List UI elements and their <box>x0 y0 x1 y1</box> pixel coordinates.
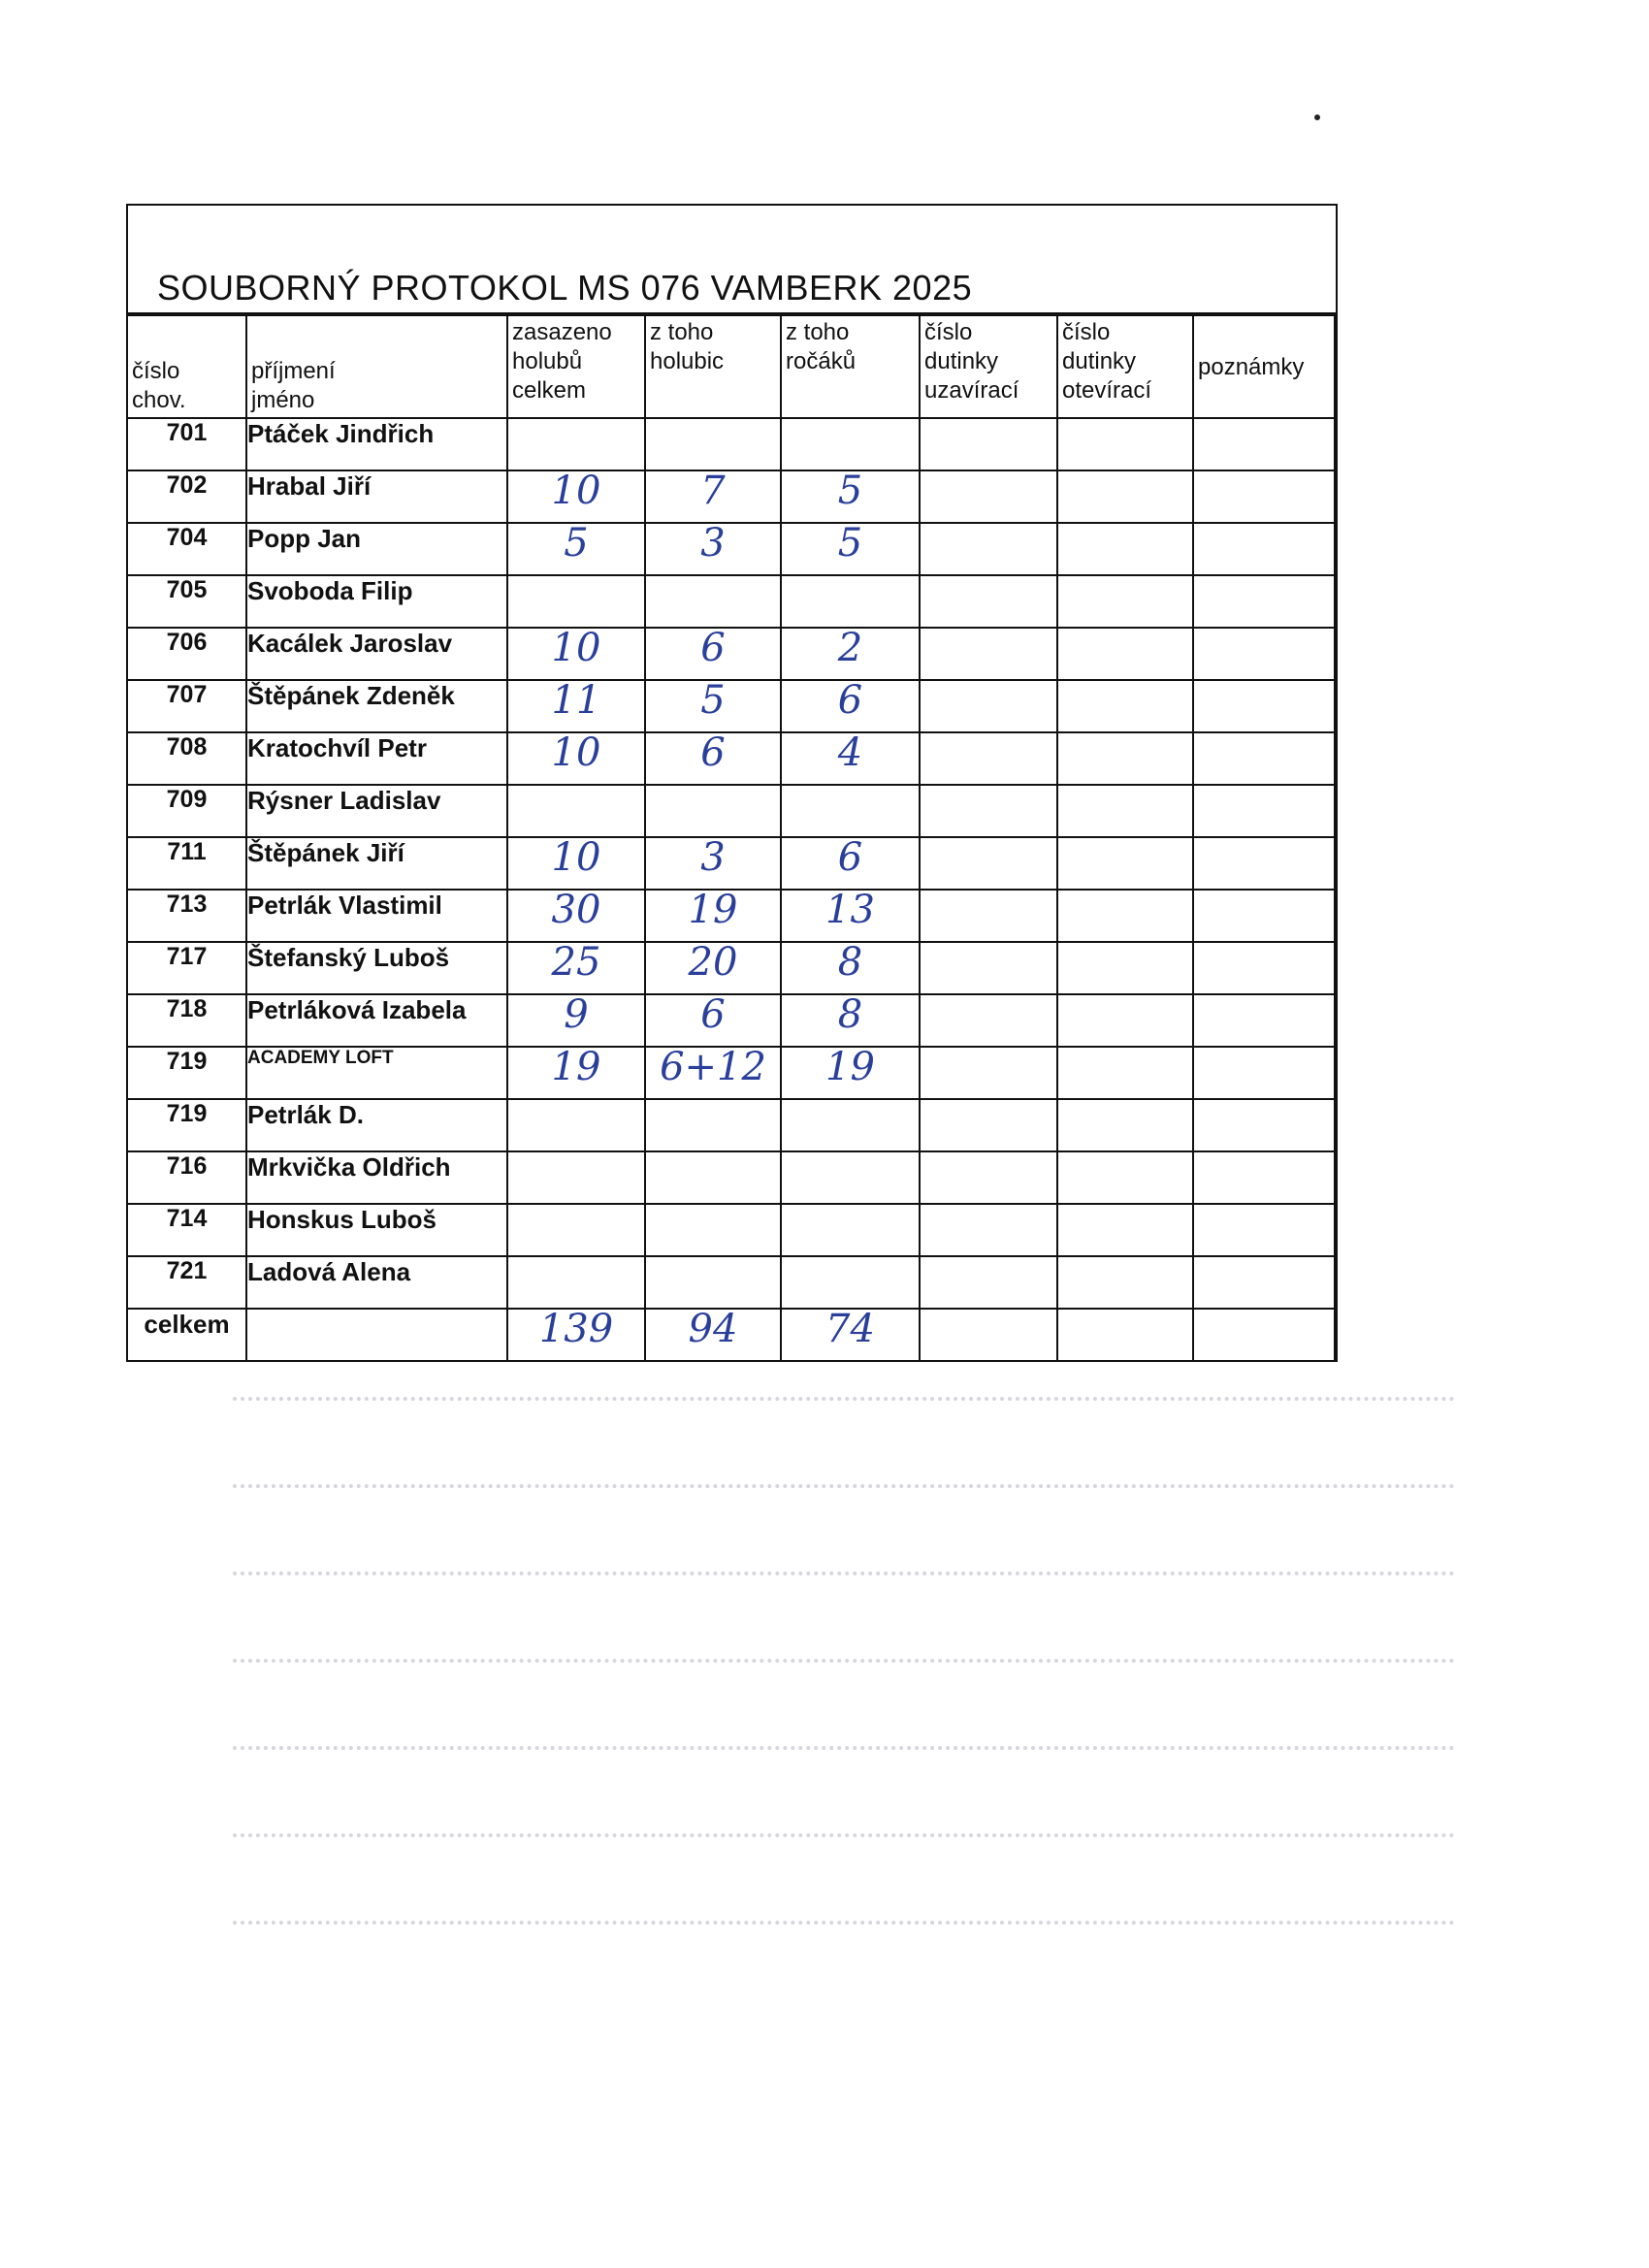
breeder-name: Kacálek Jaroslav <box>246 628 507 680</box>
count-total: 10 <box>507 470 645 523</box>
table-row <box>127 523 1335 575</box>
count-total <box>507 1151 645 1204</box>
count-hens: 6 <box>645 994 781 1047</box>
col-header-holubic: z toho holubic <box>645 315 781 418</box>
total-count: 139 <box>507 1309 645 1361</box>
breeder-number: 702 <box>127 470 246 523</box>
breeder-name: Honskus Luboš <box>246 1204 507 1256</box>
ring-closing <box>920 418 1057 470</box>
count-hens: 6+12 <box>645 1047 781 1099</box>
count-yearlings: 5 <box>781 523 920 575</box>
total-yearlings: 74 <box>781 1309 920 1361</box>
notes <box>1193 1204 1335 1256</box>
notes <box>1193 1047 1335 1099</box>
scan-speck <box>1314 114 1320 120</box>
table-row <box>127 890 1335 942</box>
ring-closing <box>920 1256 1057 1309</box>
ring-opening <box>1057 785 1193 837</box>
count-total <box>507 1204 645 1256</box>
count-total: 19 <box>507 1047 645 1099</box>
breeder-name: Ptáček Jindřich <box>246 418 507 470</box>
notes <box>1193 890 1335 942</box>
ring-closing <box>920 680 1057 732</box>
breeder-name: Štěpánek Jiří <box>246 837 507 890</box>
table-row <box>127 575 1335 628</box>
count-total: 30 <box>507 890 645 942</box>
ring-closing <box>920 837 1057 890</box>
count-hens <box>645 418 781 470</box>
count-hens: 7 <box>645 470 781 523</box>
breeder-number: 719 <box>127 1047 246 1099</box>
protocol-table <box>126 314 1336 1362</box>
count-hens <box>645 1151 781 1204</box>
breeder-number: 706 <box>127 628 246 680</box>
notes <box>1193 837 1335 890</box>
breeder-number: 704 <box>127 523 246 575</box>
count-yearlings: 19 <box>781 1047 920 1099</box>
count-yearlings: 5 <box>781 470 920 523</box>
breeder-name: Petrláková Izabela <box>246 994 507 1047</box>
breeder-number: 717 <box>127 942 246 994</box>
breeder-name: Hrabal Jiří <box>246 470 507 523</box>
count-hens: 3 <box>645 523 781 575</box>
ring-closing <box>920 523 1057 575</box>
count-total <box>507 575 645 628</box>
total-name-empty <box>246 1309 507 1361</box>
count-hens: 3 <box>645 837 781 890</box>
ring-opening <box>1057 732 1193 785</box>
ring-closing <box>920 1047 1057 1099</box>
table-row <box>127 418 1335 470</box>
breeder-number: 718 <box>127 994 246 1047</box>
count-total: 9 <box>507 994 645 1047</box>
count-total: 11 <box>507 680 645 732</box>
col-header-rocaku: z toho ročáků <box>781 315 920 418</box>
notes <box>1193 1256 1335 1309</box>
ring-closing <box>920 1099 1057 1151</box>
notes <box>1193 470 1335 523</box>
ring-closing <box>920 628 1057 680</box>
ring-opening <box>1057 994 1193 1047</box>
count-yearlings: 2 <box>781 628 920 680</box>
breeder-name: Kratochvíl Petr <box>246 732 507 785</box>
ring-opening <box>1057 1047 1193 1099</box>
page-title: SOUBORNÝ PROTOKOL MS 076 VAMBERK 2025 <box>157 268 973 308</box>
count-total <box>507 785 645 837</box>
total-label: celkem <box>127 1309 246 1361</box>
count-hens <box>645 1099 781 1151</box>
ring-opening <box>1057 1151 1193 1204</box>
count-yearlings <box>781 575 920 628</box>
notes <box>1193 680 1335 732</box>
ring-opening <box>1057 1204 1193 1256</box>
ring-opening <box>1057 680 1193 732</box>
breeder-number: 711 <box>127 837 246 890</box>
ring-opening <box>1057 628 1193 680</box>
breeder-number: 707 <box>127 680 246 732</box>
protocol-sheet <box>126 204 1338 1362</box>
ring-opening <box>1057 575 1193 628</box>
notes <box>1193 994 1335 1047</box>
breeder-number: 714 <box>127 1204 246 1256</box>
breeder-name: Petrlák Vlastimil <box>246 890 507 942</box>
table-row <box>127 1256 1335 1309</box>
breeder-name: Štefanský Luboš <box>246 942 507 994</box>
total-ring-opening <box>1057 1309 1193 1361</box>
ring-closing <box>920 994 1057 1047</box>
count-total: 10 <box>507 628 645 680</box>
count-hens <box>645 1204 781 1256</box>
breeder-name: Mrkvička Oldřich <box>246 1151 507 1204</box>
ring-opening <box>1057 470 1193 523</box>
breeder-number: 701 <box>127 418 246 470</box>
header-row <box>127 315 1335 418</box>
count-hens: 6 <box>645 732 781 785</box>
total-hens: 94 <box>645 1309 781 1361</box>
count-yearlings: 6 <box>781 680 920 732</box>
ring-opening <box>1057 418 1193 470</box>
count-hens: 6 <box>645 628 781 680</box>
count-yearlings <box>781 418 920 470</box>
count-yearlings: 6 <box>781 837 920 890</box>
notes <box>1193 523 1335 575</box>
count-hens <box>645 785 781 837</box>
breeder-name: Ladová Alena <box>246 1256 507 1309</box>
notes <box>1193 1099 1335 1151</box>
table-row <box>127 470 1335 523</box>
table-row <box>127 1151 1335 1204</box>
col-header-oteviraci: číslo dutinky otevírací <box>1057 315 1193 418</box>
table-row <box>127 837 1335 890</box>
col-header-uzaviraci: číslo dutinky uzavírací <box>920 315 1057 418</box>
ring-closing <box>920 575 1057 628</box>
total-row <box>127 1309 1335 1361</box>
notes <box>1193 942 1335 994</box>
count-yearlings <box>781 1256 920 1309</box>
breeder-name: Štěpánek Zdeněk <box>246 680 507 732</box>
col-header-jmeno: příjmení jméno <box>246 315 507 418</box>
col-header-cislo: číslo chov. <box>127 315 246 418</box>
count-hens: 19 <box>645 890 781 942</box>
count-total <box>507 1256 645 1309</box>
breeder-name: Rýsner Ladislav <box>246 785 507 837</box>
table-row <box>127 628 1335 680</box>
breeder-number: 705 <box>127 575 246 628</box>
table-row <box>127 942 1335 994</box>
notes <box>1193 575 1335 628</box>
count-yearlings: 8 <box>781 942 920 994</box>
notes <box>1193 732 1335 785</box>
count-hens: 5 <box>645 680 781 732</box>
table-row <box>127 680 1335 732</box>
breeder-number: 716 <box>127 1151 246 1204</box>
ring-closing <box>920 785 1057 837</box>
notes <box>1193 1151 1335 1204</box>
table-row <box>127 732 1335 785</box>
breeder-name: ACADEMY LOFT <box>246 1047 507 1099</box>
count-yearlings <box>781 1204 920 1256</box>
ring-closing <box>920 732 1057 785</box>
table-row <box>127 1099 1335 1151</box>
ring-closing <box>920 470 1057 523</box>
total-ring-closing <box>920 1309 1057 1361</box>
count-total: 25 <box>507 942 645 994</box>
notes <box>1193 628 1335 680</box>
count-yearlings <box>781 785 920 837</box>
breeder-number: 719 <box>127 1099 246 1151</box>
background-dotted-lines <box>233 1397 1455 2057</box>
breeder-number: 708 <box>127 732 246 785</box>
notes <box>1193 418 1335 470</box>
breeder-number: 721 <box>127 1256 246 1309</box>
col-header-poznamky: poznámky <box>1193 315 1335 418</box>
count-total: 10 <box>507 732 645 785</box>
ring-opening <box>1057 1256 1193 1309</box>
count-yearlings: 13 <box>781 890 920 942</box>
count-yearlings <box>781 1099 920 1151</box>
count-total: 10 <box>507 837 645 890</box>
count-total <box>507 1099 645 1151</box>
ring-opening <box>1057 523 1193 575</box>
breeder-name: Petrlák D. <box>246 1099 507 1151</box>
table-row <box>127 1204 1335 1256</box>
count-yearlings <box>781 1151 920 1204</box>
table-row <box>127 1047 1335 1099</box>
count-hens <box>645 575 781 628</box>
count-hens <box>645 1256 781 1309</box>
total-notes <box>1193 1309 1335 1361</box>
count-hens: 20 <box>645 942 781 994</box>
ring-closing <box>920 890 1057 942</box>
title-row <box>128 206 1336 314</box>
ring-opening <box>1057 1099 1193 1151</box>
ring-opening <box>1057 942 1193 994</box>
breeder-name: Popp Jan <box>246 523 507 575</box>
breeder-number: 709 <box>127 785 246 837</box>
breeder-name: Svoboda Filip <box>246 575 507 628</box>
ring-closing <box>920 1151 1057 1204</box>
breeder-number: 713 <box>127 890 246 942</box>
ring-closing <box>920 1204 1057 1256</box>
count-total <box>507 418 645 470</box>
table-row <box>127 785 1335 837</box>
table-row <box>127 994 1335 1047</box>
count-total: 5 <box>507 523 645 575</box>
ring-closing <box>920 942 1057 994</box>
count-yearlings: 8 <box>781 994 920 1047</box>
col-header-zasazeno: zasazeno holubů celkem <box>507 315 645 418</box>
count-yearlings: 4 <box>781 732 920 785</box>
ring-opening <box>1057 890 1193 942</box>
ring-opening <box>1057 837 1193 890</box>
notes <box>1193 785 1335 837</box>
